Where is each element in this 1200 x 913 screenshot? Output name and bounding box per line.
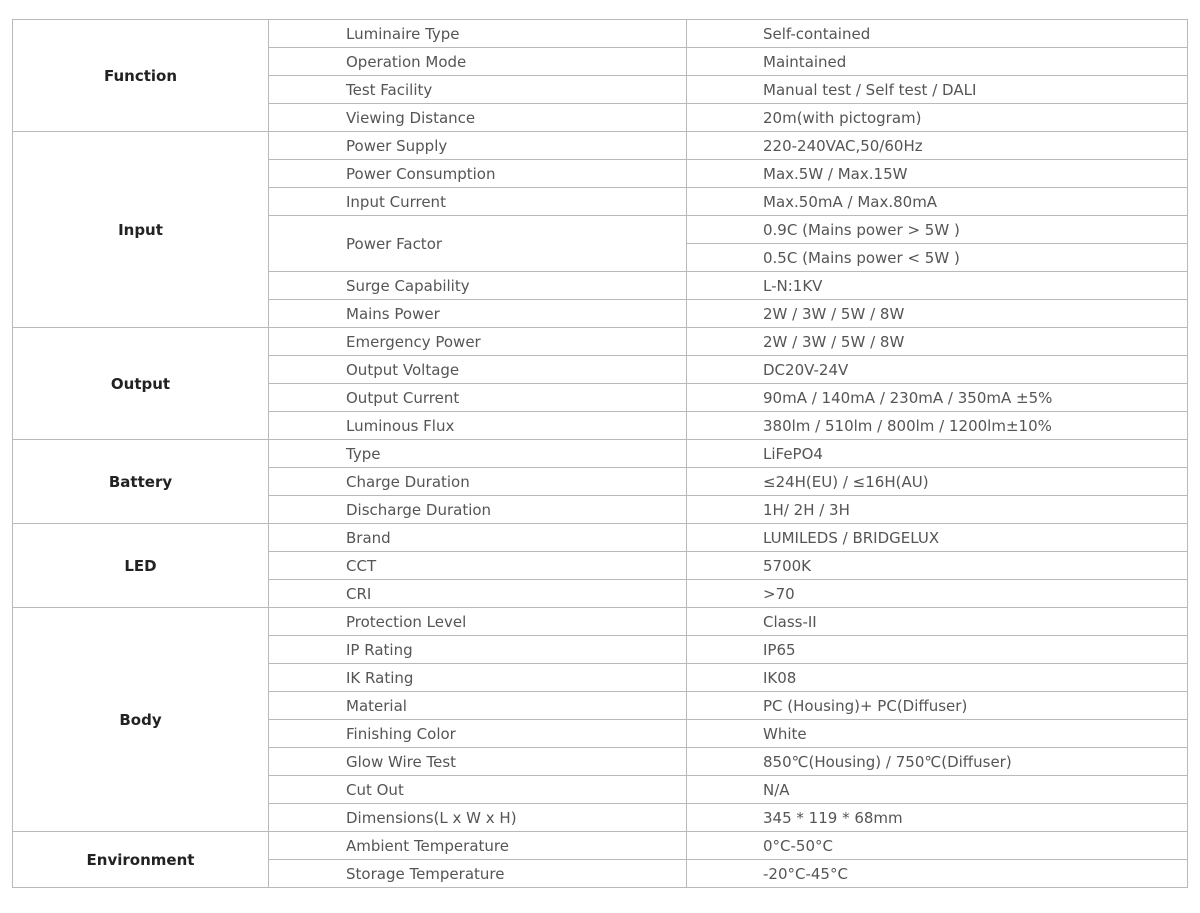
spec-value: Max.50mA / Max.80mA xyxy=(687,188,1188,216)
spec-value: 2W / 3W / 5W / 8W xyxy=(687,300,1188,328)
spec-label: Operation Mode xyxy=(269,48,687,76)
spec-label: Material xyxy=(269,692,687,720)
spec-value: 2W / 3W / 5W / 8W xyxy=(687,328,1188,356)
spec-label: Input Current xyxy=(269,188,687,216)
spec-label: Protection Level xyxy=(269,608,687,636)
spec-value: 1H/ 2H / 3H xyxy=(687,496,1188,524)
spec-value: 5700K xyxy=(687,552,1188,580)
spec-value: LUMILEDS / BRIDGELUX xyxy=(687,524,1188,552)
spec-table xyxy=(12,19,1188,888)
spec-label: Output Current xyxy=(269,384,687,412)
spec-value: Maintained xyxy=(687,48,1188,76)
spec-label: Storage Temperature xyxy=(269,860,687,888)
category-cell: LED xyxy=(13,524,269,608)
spec-label: Glow Wire Test xyxy=(269,748,687,776)
spec-label: CCT xyxy=(269,552,687,580)
spec-label: Type xyxy=(269,440,687,468)
spec-label: Surge Capability xyxy=(269,272,687,300)
spec-value: Class-II xyxy=(687,608,1188,636)
category-cell: Output xyxy=(13,328,269,440)
spec-label: Luminaire Type xyxy=(269,20,687,48)
spec-value: L-N:1KV xyxy=(687,272,1188,300)
spec-value: Max.5W / Max.15W xyxy=(687,160,1188,188)
spec-value: 20m(with pictogram) xyxy=(687,104,1188,132)
spec-row xyxy=(13,832,1188,860)
spec-label: IP Rating xyxy=(269,636,687,664)
spec-label: Ambient Temperature xyxy=(269,832,687,860)
category-cell: Battery xyxy=(13,440,269,524)
spec-value: ≤24H(EU) / ≤16H(AU) xyxy=(687,468,1188,496)
spec-label: CRI xyxy=(269,580,687,608)
spec-value: 345 * 119 * 68mm xyxy=(687,804,1188,832)
spec-label: Cut Out xyxy=(269,776,687,804)
spec-label: Power Supply xyxy=(269,132,687,160)
spec-value: 380lm / 510lm / 800lm / 1200lm±10% xyxy=(687,412,1188,440)
spec-label: Mains Power xyxy=(269,300,687,328)
spec-label: Luminous Flux xyxy=(269,412,687,440)
spec-label: Output Voltage xyxy=(269,356,687,384)
spec-value: DC20V-24V xyxy=(687,356,1188,384)
spec-label: Finishing Color xyxy=(269,720,687,748)
spec-table-body xyxy=(13,20,1188,888)
spec-label: Emergency Power xyxy=(269,328,687,356)
spec-value: -20°C-45°C xyxy=(687,860,1188,888)
spec-value: N/A xyxy=(687,776,1188,804)
spec-row xyxy=(13,328,1188,356)
spec-value: 220-240VAC,50/60Hz xyxy=(687,132,1188,160)
category-cell: Body xyxy=(13,608,269,832)
spec-label: Dimensions(L x W x H) xyxy=(269,804,687,832)
spec-value: Self-contained xyxy=(687,20,1188,48)
spec-value: LiFePO4 xyxy=(687,440,1188,468)
spec-row xyxy=(13,524,1188,552)
spec-value: White xyxy=(687,720,1188,748)
spec-value: PC (Housing)+ PC(Diffuser) xyxy=(687,692,1188,720)
spec-label: IK Rating xyxy=(269,664,687,692)
spec-row xyxy=(13,132,1188,160)
spec-label: Test Facility xyxy=(269,76,687,104)
spec-value: IP65 xyxy=(687,636,1188,664)
spec-value: 0.5C (Mains power < 5W ) xyxy=(687,244,1188,272)
spec-row xyxy=(13,608,1188,636)
category-cell: Function xyxy=(13,20,269,132)
spec-value: 0.9C (Mains power > 5W ) xyxy=(687,216,1188,244)
spec-label: Viewing Distance xyxy=(269,104,687,132)
spec-value: IK08 xyxy=(687,664,1188,692)
spec-row xyxy=(13,20,1188,48)
spec-value: 90mA / 140mA / 230mA / 350mA ±5% xyxy=(687,384,1188,412)
spec-label: Discharge Duration xyxy=(269,496,687,524)
spec-row xyxy=(13,440,1188,468)
category-cell: Input xyxy=(13,132,269,328)
spec-value: >70 xyxy=(687,580,1188,608)
spec-label: Power Factor xyxy=(269,216,687,272)
spec-value: 0°C-50°C xyxy=(687,832,1188,860)
category-cell: Environment xyxy=(13,832,269,888)
spec-label: Charge Duration xyxy=(269,468,687,496)
spec-value: 850℃(Housing) / 750℃(Diffuser) xyxy=(687,748,1188,776)
spec-label: Power Consumption xyxy=(269,160,687,188)
spec-label: Brand xyxy=(269,524,687,552)
spec-value: Manual test / Self test / DALI xyxy=(687,76,1188,104)
